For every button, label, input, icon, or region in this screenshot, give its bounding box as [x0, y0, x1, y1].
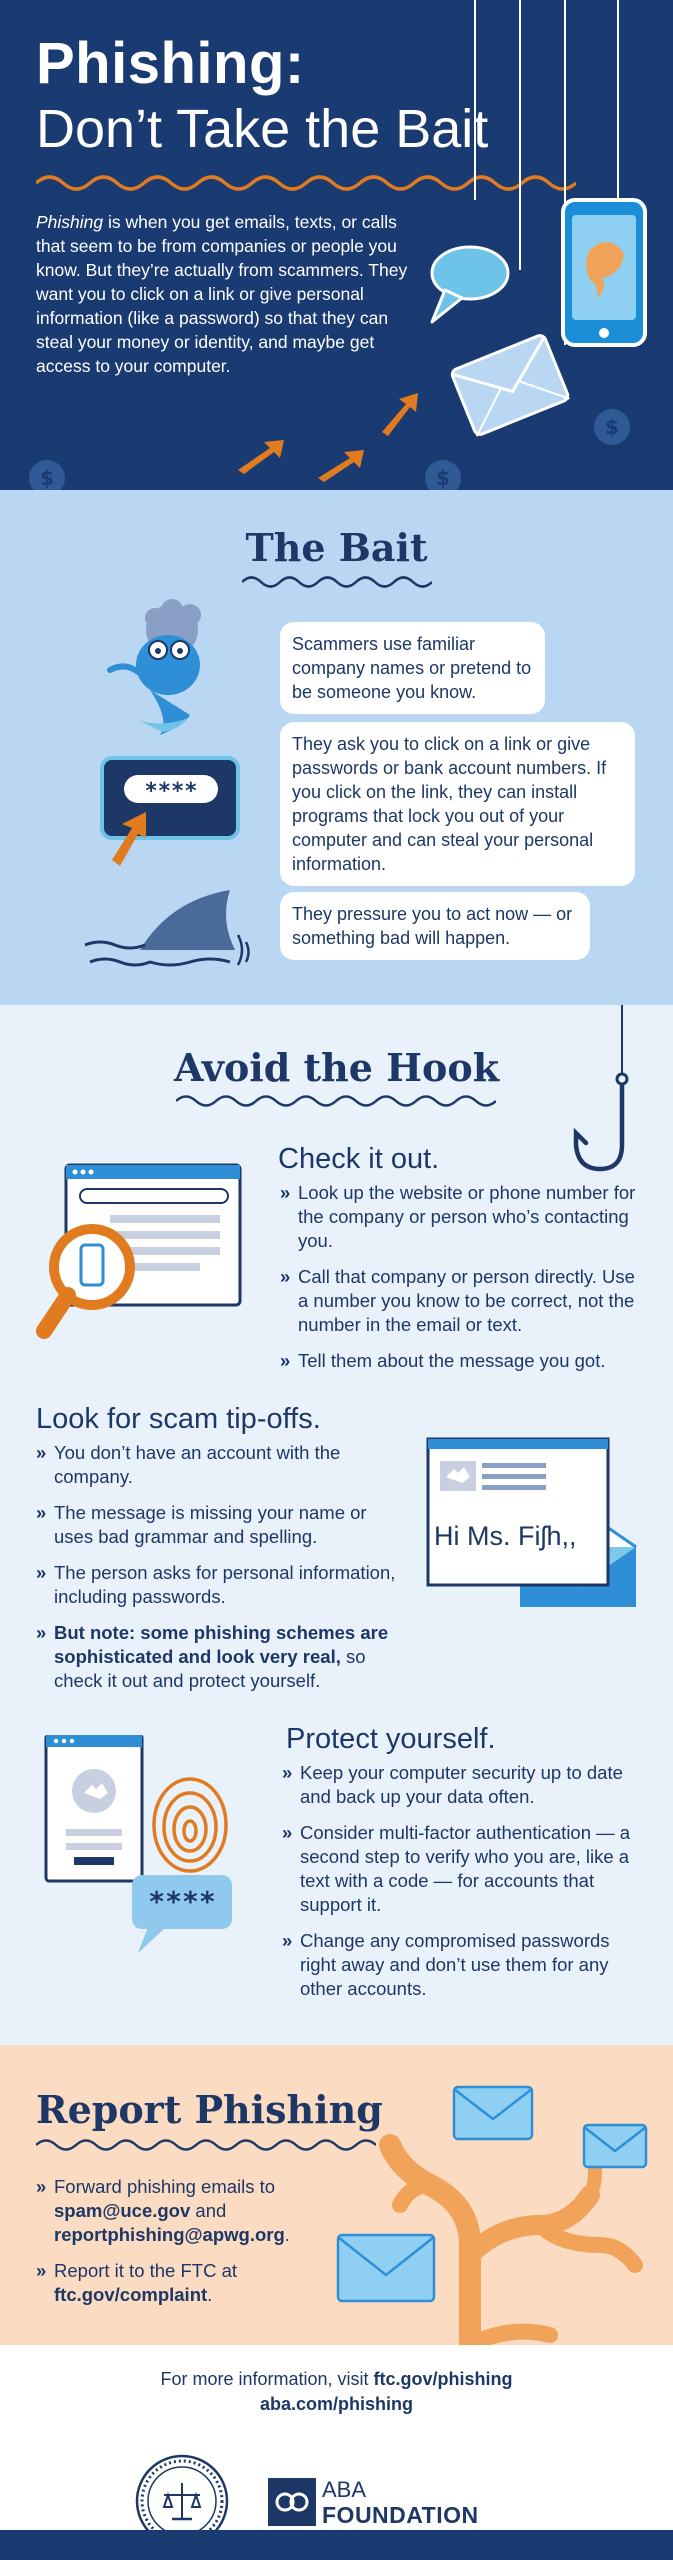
tipoffs-item-1: » You don’t have an account with the company.: [36, 1441, 406, 1489]
bait-bubble-1: Scammers use familiar company names or pretend to be someone you know.: [280, 622, 545, 714]
more-info: [0, 2367, 673, 2417]
report-item-1-end: .: [284, 2224, 290, 2245]
check-title: Check it out.: [278, 1143, 440, 1175]
bait-bubble-3: They pressure you to act now — or something bad will happen.: [280, 892, 590, 960]
svg-text:$: $: [436, 466, 450, 490]
envelope-icon: [454, 2087, 532, 2139]
check-item-1: » Look up the website or phone number for the company or person who’s contacting you.: [280, 1181, 645, 1253]
avoid-hook-section: [0, 1005, 673, 2045]
aba-phishing-link[interactable]: aba.com/phishing: [259, 2394, 414, 2414]
aba-logo-icon: [268, 2478, 316, 2526]
check-item-2: » Call that company or person directly. Use a number you know to be correct, not the number in the email or text.: [280, 1265, 645, 1337]
shark-fin-icon: [85, 890, 249, 965]
protect-item-2: » Consider multi-factor authentication — a second step to verify who you are, like a text with a code — for accounts that support it.: [282, 1821, 648, 1917]
svg-text:$: $: [605, 415, 619, 439]
tipoffs-list: [36, 1441, 406, 1705]
report-item-1: [36, 2175, 326, 2247]
code-mask: ****: [148, 1885, 216, 1918]
report-item-2-end: .: [207, 2284, 213, 2305]
check-item-3: » Tell them about the message you got.: [280, 1349, 645, 1373]
tipoffs-note-rest: so check it out and protect yourself.: [54, 1646, 366, 1691]
password-mask: ****: [144, 779, 198, 804]
report-item-2: [36, 2259, 326, 2307]
footer-section: [0, 2345, 673, 2560]
protect-list: [282, 1761, 648, 2013]
tipoffs-item-3: » The person asks for personal information, including passwords.: [36, 1561, 406, 1609]
tipoffs-note-bold: But note: some phishing schemes are sophisticated and look very real,: [54, 1622, 389, 1667]
phone-icon: [563, 200, 645, 345]
protect-item-3: » Change any compromised passwords right away and don’t use them for any other accounts.: [282, 1929, 648, 2001]
ftc-complaint-link[interactable]: ftc.gov/complaint: [54, 2284, 208, 2305]
protect-item-1: » Keep your computer security up to date and back up your data often.: [282, 1761, 648, 1809]
svg-text:$: $: [40, 466, 54, 490]
hook-title: Avoid the Hook: [173, 1045, 500, 1090]
bait-section: [0, 490, 673, 1005]
ftc-phishing-link[interactable]: ftc.gov/phishing: [373, 2369, 513, 2389]
envelope-icon: [338, 2235, 434, 2301]
more-info-text: For more information, visit: [160, 2369, 374, 2389]
coral-envelopes-icon: [320, 2075, 673, 2345]
bottom-bar: [0, 2530, 673, 2560]
report-item-1-text: Forward phishing emails to: [54, 2176, 276, 2197]
tipoffs-note: [36, 1621, 406, 1693]
fish-character-icon: [110, 599, 201, 735]
apwg-email-link[interactable]: reportphishing@apwg.org: [54, 2224, 285, 2245]
hero-illustration: [0, 0, 673, 490]
tipoffs-item-2: » The message is missing your name or uses bad grammar and spelling.: [36, 1501, 406, 1549]
aba-line1: ABA: [322, 2477, 367, 2502]
bait-title: The Bait: [245, 525, 428, 570]
report-list: [36, 2175, 326, 2319]
hero-section: [0, 0, 673, 490]
phishy-email-icon: [420, 1437, 650, 1607]
check-list: [280, 1181, 645, 1385]
aba-line2: FOUNDATION: [322, 2502, 479, 2528]
intro-emphasis: Phishing: [36, 212, 104, 232]
cursor-arrows-icon: [238, 393, 418, 482]
email-greeting: Hi Ms. Fiʃh,,: [434, 1521, 577, 1551]
protect-title: Protect yourself.: [286, 1723, 496, 1755]
report-item-2-text: Report it to the FTC at: [54, 2260, 238, 2281]
hero-title-line1: Phishing:: [36, 31, 305, 96]
hero-title-line2: Don’t Take the Bait: [36, 99, 489, 159]
intro-text: is when you get emails, texts, or calls that seem to be from companies or people you know. But they’re actually from scammers. They want you to click on a link or give personal information (like a password) so that they can steal your money or identity, and maybe get access to your computer.: [36, 212, 408, 376]
bait-bubble-2: They ask you to click on a link or give passwords or bank account numbers. If you click on the link, they can install programs that lock you out of your computer and can steal your personal information.: [280, 722, 635, 886]
spam-email-link[interactable]: spam@uce.gov: [54, 2200, 191, 2221]
envelope-icon: [584, 2125, 646, 2167]
wavy-underline-icon: [176, 1093, 496, 1109]
tipoffs-title: Look for scam tip-offs.: [36, 1403, 321, 1435]
envelope-icon: [451, 334, 570, 436]
fish-hook-icon: [560, 1005, 640, 1175]
report-section: [0, 2045, 673, 2345]
report-item-1-and: and: [190, 2200, 227, 2221]
fingerprint-device-icon: [40, 1735, 240, 1975]
magnifier-browser-icon: [30, 1145, 250, 1365]
report-title: Report Phishing: [36, 2087, 383, 2132]
speech-bubble-icon: [432, 247, 508, 322]
